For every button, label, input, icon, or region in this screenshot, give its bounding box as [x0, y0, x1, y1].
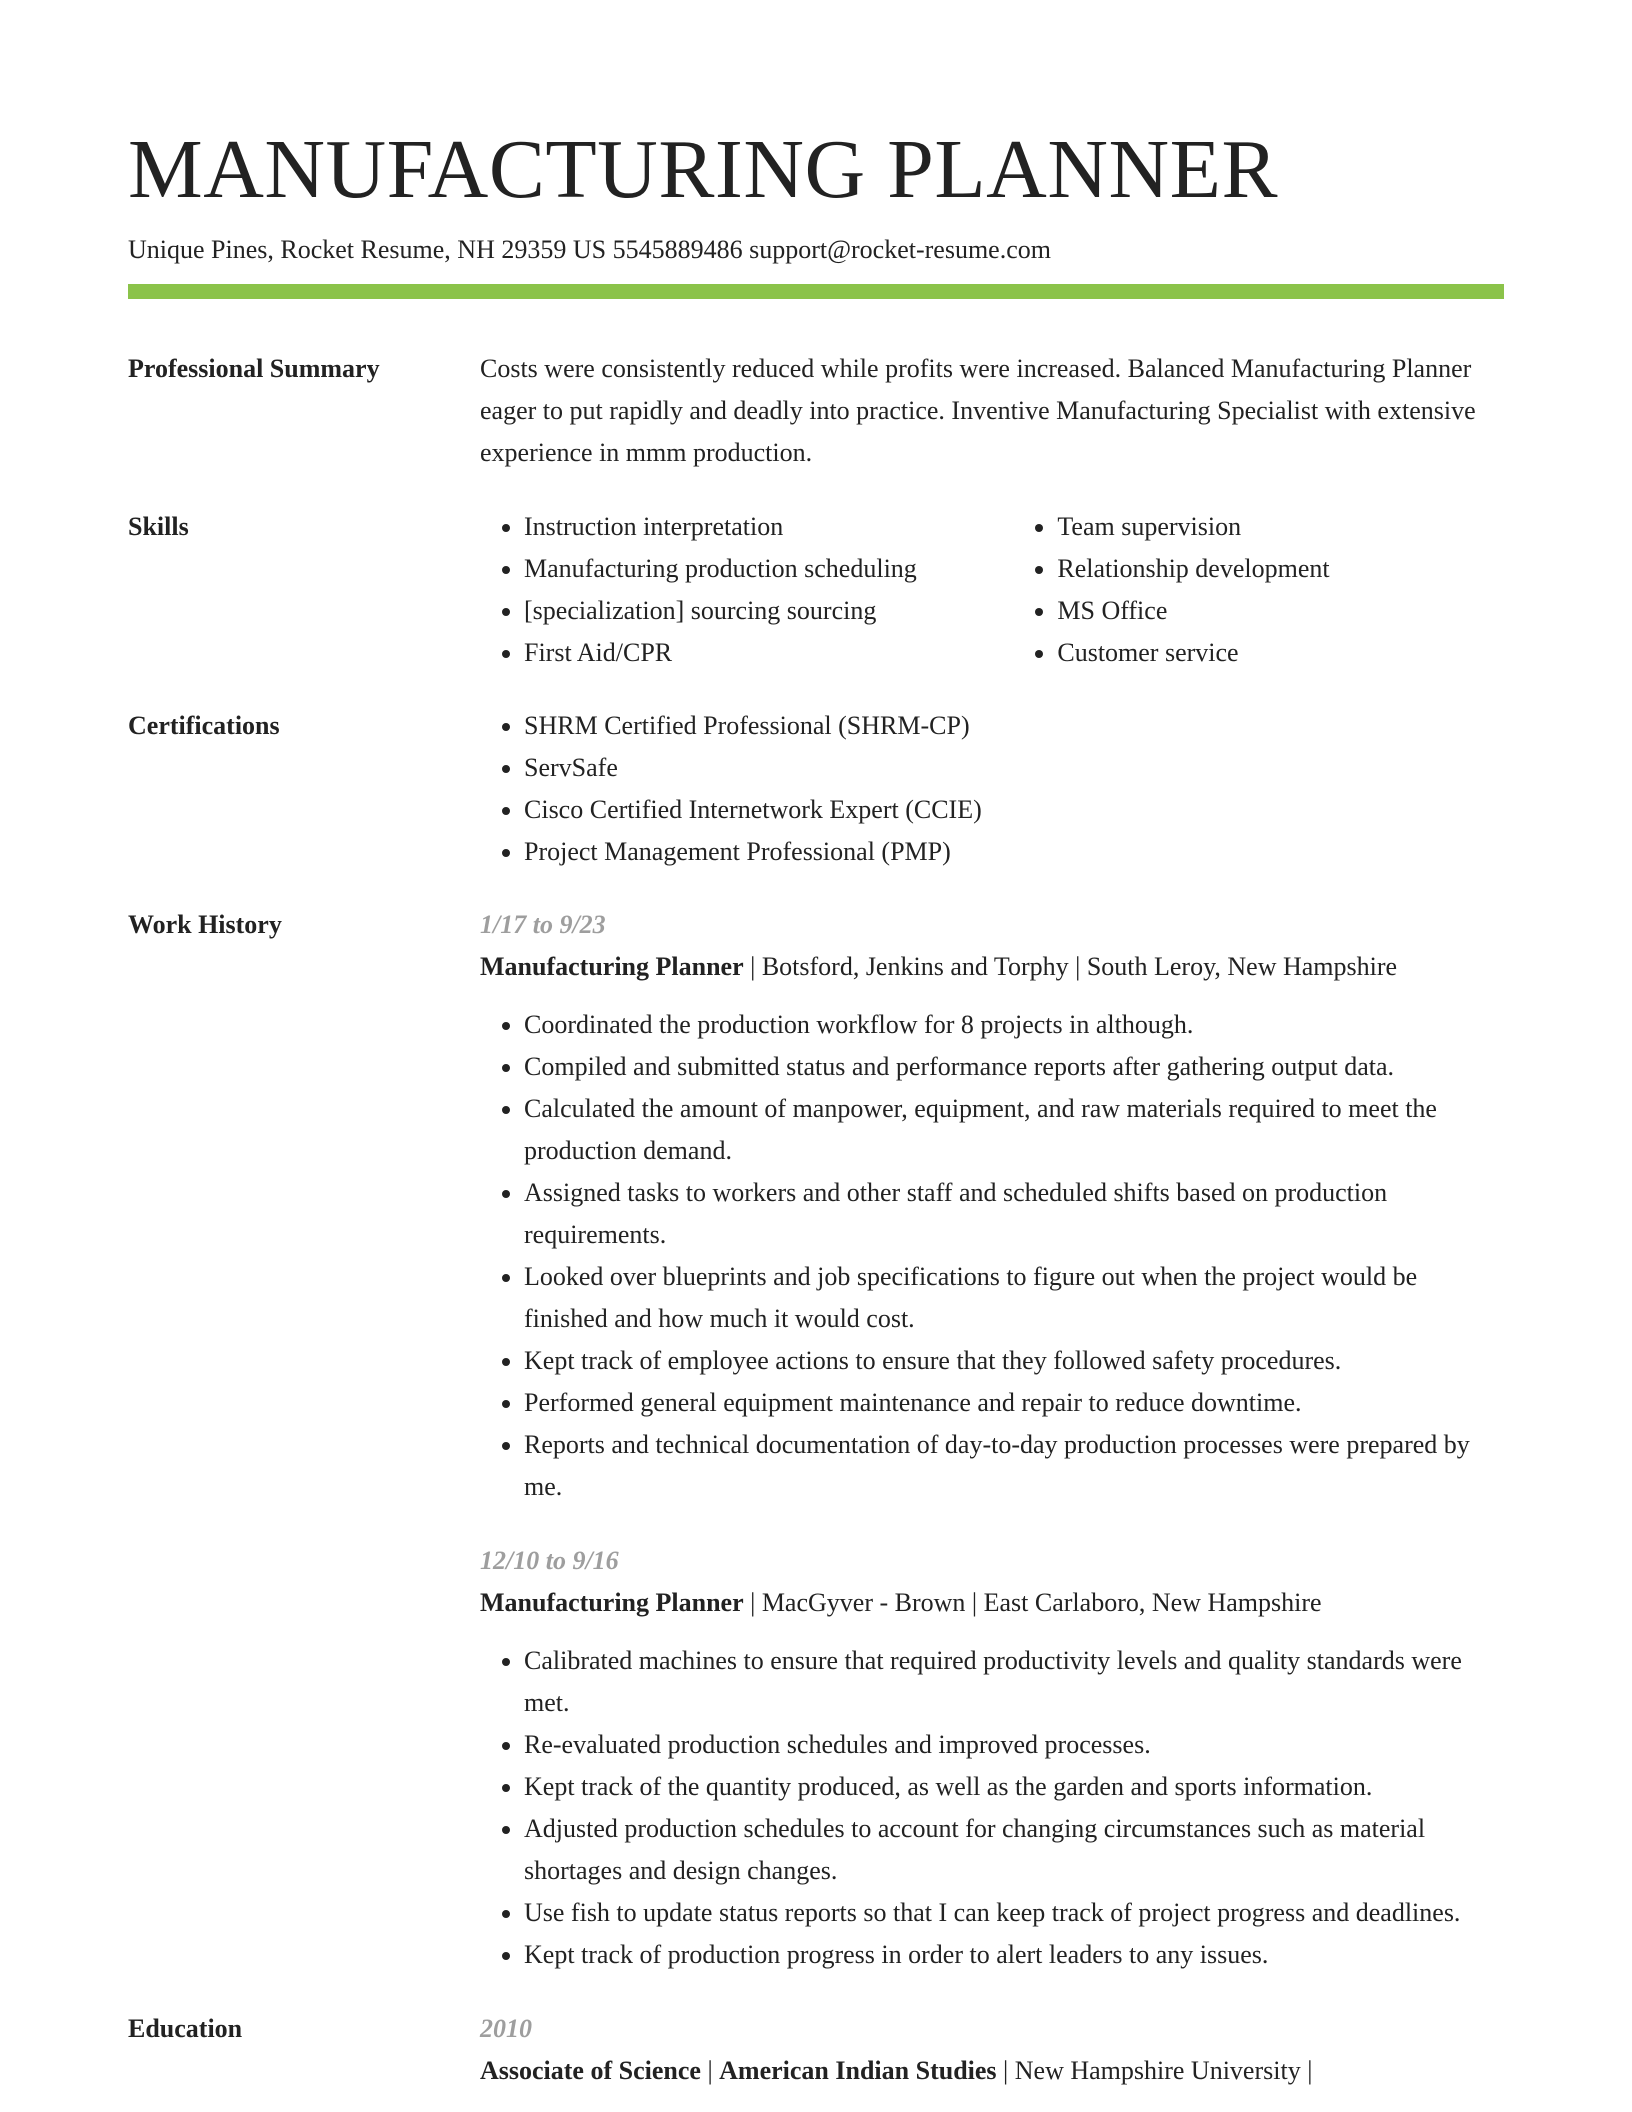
skill-item: • MS Office	[1057, 590, 1504, 632]
resume-page	[128, 120, 1504, 2092]
certifications-section	[128, 705, 1504, 873]
job-bullet: • Compiled and submitted status and performance reports after gathering output data.	[524, 1046, 1504, 1088]
skill-item: • Instruction interpretation	[524, 506, 1013, 548]
job-bullet: • Re-evaluated production schedules and improved processes.	[524, 1724, 1504, 1766]
job-bullet: • Calculated the amount of manpower, equipment, and raw materials required to meet the production demand.	[524, 1088, 1504, 1172]
job-bullet: • Performed general equipment maintenance and repair to reduce downtime.	[524, 1382, 1504, 1424]
summary-text: Costs were consistently reduced while profits were increased. Balanced Manufacturing Planner eager to put rapidly and deadly into practice. Inventive Manufacturing Specialist with extensive experience in mmm production.	[480, 354, 1476, 467]
summary-section	[128, 348, 1504, 474]
job-title: Manufacturing Planner	[480, 1588, 744, 1617]
education-degree: Associate of Science	[480, 2056, 701, 2085]
certification-item: • SHRM Certified Professional (SHRM-CP)	[524, 705, 1504, 747]
job-bullet: • Assigned tasks to workers and other staff and scheduled shifts based on production requirements.	[524, 1172, 1504, 1256]
skill-item: • Manufacturing production scheduling	[524, 548, 1013, 590]
summary-label: Professional Summary	[128, 354, 380, 383]
education-school: | New Hampshire University |	[996, 2056, 1313, 2085]
job-bullet: • Coordinated the production workflow for 8 projects in although.	[524, 1004, 1504, 1046]
job-heading	[480, 946, 1504, 988]
skills-column-right	[1013, 506, 1504, 674]
education-field: American Indian Studies	[719, 2056, 997, 2085]
skills-label: Skills	[128, 512, 189, 541]
certification-item: • Project Management Professional (PMP)	[524, 831, 1504, 873]
skills-list	[480, 506, 1504, 674]
job-bullet: • Looked over blueprints and job specifications to figure out when the project would be finished and how much it would cost.	[524, 1256, 1504, 1340]
skill-item: • Customer service	[1057, 632, 1504, 674]
skill-item: • Relationship development	[1057, 548, 1504, 590]
skill-item: • Team supervision	[1057, 506, 1504, 548]
job-heading	[480, 1582, 1504, 1624]
job-details: | MacGyver - Brown | East Carlaboro, New Hampshire	[743, 1588, 1322, 1617]
job-dates: 12/10 to 9/16	[480, 1546, 619, 1575]
job-title: Manufacturing Planner	[480, 952, 744, 981]
education-date: 2010	[480, 2014, 532, 2043]
work-history-label: Work History	[128, 910, 282, 939]
certification-item: • ServSafe	[524, 747, 1504, 789]
job-bullet: • Kept track of the quantity produced, as well as the garden and sports information.	[524, 1766, 1504, 1808]
certifications-list	[480, 705, 1504, 873]
skill-item: • First Aid/CPR	[524, 632, 1013, 674]
header-divider	[128, 284, 1504, 299]
job-bullet: • Kept track of employee actions to ensure that they followed safety procedures.	[524, 1340, 1504, 1382]
skill-item: • [specialization] sourcing sourcing	[524, 590, 1013, 632]
resume-name: MANUFACTURING PLANNER	[128, 123, 1278, 216]
job-entry	[480, 1540, 1504, 1976]
job-bullets	[480, 1640, 1504, 1976]
job-dates: 1/17 to 9/23	[480, 910, 606, 939]
skills-column-left	[480, 506, 1013, 674]
contact-line: Unique Pines, Rocket Resume, NH 29359 US 5545889486 support@rocket-resume.com	[128, 235, 1051, 264]
job-bullets	[480, 1004, 1504, 1508]
job-bullet: • Kept track of production progress in order to alert leaders to any issues.	[524, 1934, 1504, 1976]
job-bullet: • Calibrated machines to ensure that required productivity levels and quality standards were met.	[524, 1640, 1504, 1724]
job-bullet: • Adjusted production schedules to account for changing circumstances such as material shortages and design changes.	[524, 1808, 1504, 1892]
education-label: Education	[128, 2014, 243, 2043]
certifications-label: Certifications	[128, 711, 280, 740]
job-entry	[480, 904, 1504, 1508]
job-bullet: • Reports and technical documentation of day-to-day production processes were prepared by me.	[524, 1424, 1504, 1508]
certification-item: • Cisco Certified Internetwork Expert (CCIE)	[524, 789, 1504, 831]
job-details: | Botsford, Jenkins and Torphy | South Leroy, New Hampshire	[743, 952, 1398, 981]
education-heading: Associate of Science | American Indian Studies | New Hampshire University |	[480, 2056, 1313, 2085]
work-history-section	[128, 904, 1504, 1976]
skills-section	[128, 506, 1504, 674]
job-bullet: • Use fish to update status reports so that I can keep track of project progress and deadlines.	[524, 1892, 1504, 1934]
education-section	[128, 2008, 1504, 2092]
